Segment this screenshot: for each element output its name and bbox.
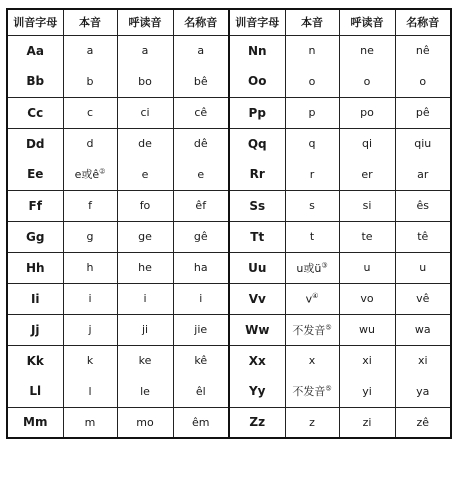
left-base-sound-cell: e或ê② (63, 159, 117, 190)
left-letter-cell: Cc (7, 97, 63, 128)
right-letter-cell: Vv (229, 283, 285, 314)
left-call-sound-header: 呼读音 (117, 9, 173, 35)
right-name-sound-cell: zê (395, 407, 451, 438)
left-call-sound-cell: fo (117, 190, 173, 221)
footnote-marker: ⑤ (325, 384, 332, 393)
table-row (7, 128, 451, 159)
left-call-sound-cell: mo (117, 407, 173, 438)
left-letter-cell: Mm (7, 407, 63, 438)
right-base-sound-cell: p (285, 97, 339, 128)
pinyin-alphabet-table (6, 8, 452, 439)
right-name-sound-cell: ês (395, 190, 451, 221)
footnote-marker: ③ (321, 260, 328, 269)
left-base-sound-cell: l (63, 376, 117, 407)
right-call-sound-cell: ne (339, 35, 395, 66)
left-name-sound-cell: a (173, 35, 229, 66)
left-base-sound-cell: c (63, 97, 117, 128)
right-base-sound-cell: n (285, 35, 339, 66)
left-name-sound-cell: êf (173, 190, 229, 221)
right-base-sound-cell: v④ (285, 283, 339, 314)
right-call-sound-cell: zi (339, 407, 395, 438)
left-base-sound-header: 本音 (63, 9, 117, 35)
left-call-sound-cell: he (117, 252, 173, 283)
right-name-sound-cell: tê (395, 221, 451, 252)
left-name-sound-header: 名称音 (173, 9, 229, 35)
right-name-sound-cell: wa (395, 314, 451, 345)
right-name-sound-cell: u (395, 252, 451, 283)
table-row (7, 190, 451, 221)
left-letter-cell: Dd (7, 128, 63, 159)
right-base-sound-cell: u或ü③ (285, 252, 339, 283)
right-base-sound-cell: s (285, 190, 339, 221)
left-name-sound-cell: kê (173, 345, 229, 376)
left-letter-cell: Ee (7, 159, 63, 190)
right-call-sound-cell: wu (339, 314, 395, 345)
right-call-sound-cell: qi (339, 128, 395, 159)
right-call-sound-cell: si (339, 190, 395, 221)
right-name-sound-cell: vê (395, 283, 451, 314)
left-letter-cell: Aa (7, 35, 63, 66)
left-base-sound-cell: m (63, 407, 117, 438)
right-base-sound-cell: 不发音⑤ (285, 376, 339, 407)
left-call-sound-cell: ke (117, 345, 173, 376)
left-base-sound-cell: b (63, 66, 117, 97)
right-base-sound-cell: t (285, 221, 339, 252)
table-body (7, 35, 451, 438)
left-letter-cell: Ff (7, 190, 63, 221)
footnote-marker: ④ (312, 291, 319, 300)
left-name-sound-cell: i (173, 283, 229, 314)
right-letter-header: 训音字母 (229, 9, 285, 35)
left-letter-cell: Jj (7, 314, 63, 345)
right-base-sound-header: 本音 (285, 9, 339, 35)
right-call-sound-cell: yi (339, 376, 395, 407)
table-row (7, 283, 451, 314)
right-base-sound-cell: o (285, 66, 339, 97)
right-letter-cell: Zz (229, 407, 285, 438)
right-letter-cell: Xx (229, 345, 285, 376)
left-base-sound-cell: f (63, 190, 117, 221)
table-row (7, 97, 451, 128)
footnote-marker: ⑤ (325, 322, 332, 331)
left-name-sound-cell: jie (173, 314, 229, 345)
right-call-sound-cell: u (339, 252, 395, 283)
right-letter-cell: Uu (229, 252, 285, 283)
right-name-sound-cell: ar (395, 159, 451, 190)
left-call-sound-cell: ji (117, 314, 173, 345)
right-letter-cell: Pp (229, 97, 285, 128)
table-row (7, 66, 451, 97)
right-call-sound-cell: po (339, 97, 395, 128)
left-base-sound-cell: h (63, 252, 117, 283)
left-call-sound-cell: bo (117, 66, 173, 97)
left-base-sound-cell: d (63, 128, 117, 159)
right-base-sound-cell: x (285, 345, 339, 376)
right-letter-cell: Tt (229, 221, 285, 252)
right-letter-cell: Nn (229, 35, 285, 66)
right-call-sound-header: 呼读音 (339, 9, 395, 35)
table-row (7, 345, 451, 376)
left-call-sound-cell: de (117, 128, 173, 159)
right-call-sound-cell: xi (339, 345, 395, 376)
left-call-sound-cell: e (117, 159, 173, 190)
right-base-sound-cell: z (285, 407, 339, 438)
left-name-sound-cell: bê (173, 66, 229, 97)
left-base-sound-cell: a (63, 35, 117, 66)
left-base-sound-cell: g (63, 221, 117, 252)
right-name-sound-cell: o (395, 66, 451, 97)
left-call-sound-cell: ci (117, 97, 173, 128)
left-name-sound-cell: dê (173, 128, 229, 159)
right-letter-cell: Ww (229, 314, 285, 345)
right-name-sound-cell: xi (395, 345, 451, 376)
right-call-sound-cell: te (339, 221, 395, 252)
right-base-sound-cell: r (285, 159, 339, 190)
right-base-sound-cell: 不发音⑤ (285, 314, 339, 345)
right-letter-cell: Qq (229, 128, 285, 159)
footnote-marker: ② (99, 167, 106, 176)
left-call-sound-cell: le (117, 376, 173, 407)
left-base-sound-cell: j (63, 314, 117, 345)
left-letter-header: 训音字母 (7, 9, 63, 35)
right-name-sound-cell: ya (395, 376, 451, 407)
left-name-sound-cell: cê (173, 97, 229, 128)
left-letter-cell: Kk (7, 345, 63, 376)
left-call-sound-cell: a (117, 35, 173, 66)
left-name-sound-cell: gê (173, 221, 229, 252)
right-call-sound-cell: vo (339, 283, 395, 314)
table-row (7, 314, 451, 345)
left-letter-cell: Gg (7, 221, 63, 252)
table-row (7, 35, 451, 66)
table-row (7, 252, 451, 283)
table-row (7, 221, 451, 252)
table-row (7, 159, 451, 190)
right-letter-cell: Rr (229, 159, 285, 190)
left-letter-cell: Ii (7, 283, 63, 314)
left-name-sound-cell: ha (173, 252, 229, 283)
left-letter-cell: Bb (7, 66, 63, 97)
table-row (7, 407, 451, 438)
left-call-sound-cell: ge (117, 221, 173, 252)
right-name-sound-cell: pê (395, 97, 451, 128)
left-name-sound-cell: êm (173, 407, 229, 438)
table-row (7, 376, 451, 407)
right-letter-cell: Oo (229, 66, 285, 97)
right-base-sound-cell: q (285, 128, 339, 159)
table-header-row (7, 9, 451, 35)
left-base-sound-cell: i (63, 283, 117, 314)
right-name-sound-cell: qiu (395, 128, 451, 159)
left-base-sound-cell: k (63, 345, 117, 376)
left-letter-cell: Hh (7, 252, 63, 283)
right-call-sound-cell: o (339, 66, 395, 97)
left-name-sound-cell: êl (173, 376, 229, 407)
right-letter-cell: Yy (229, 376, 285, 407)
left-call-sound-cell: i (117, 283, 173, 314)
right-call-sound-cell: er (339, 159, 395, 190)
right-letter-cell: Ss (229, 190, 285, 221)
right-name-sound-cell: nê (395, 35, 451, 66)
left-name-sound-cell: e (173, 159, 229, 190)
left-letter-cell: Ll (7, 376, 63, 407)
right-name-sound-header: 名称音 (395, 9, 451, 35)
pinyin-alphabet-table-container (6, 8, 450, 464)
